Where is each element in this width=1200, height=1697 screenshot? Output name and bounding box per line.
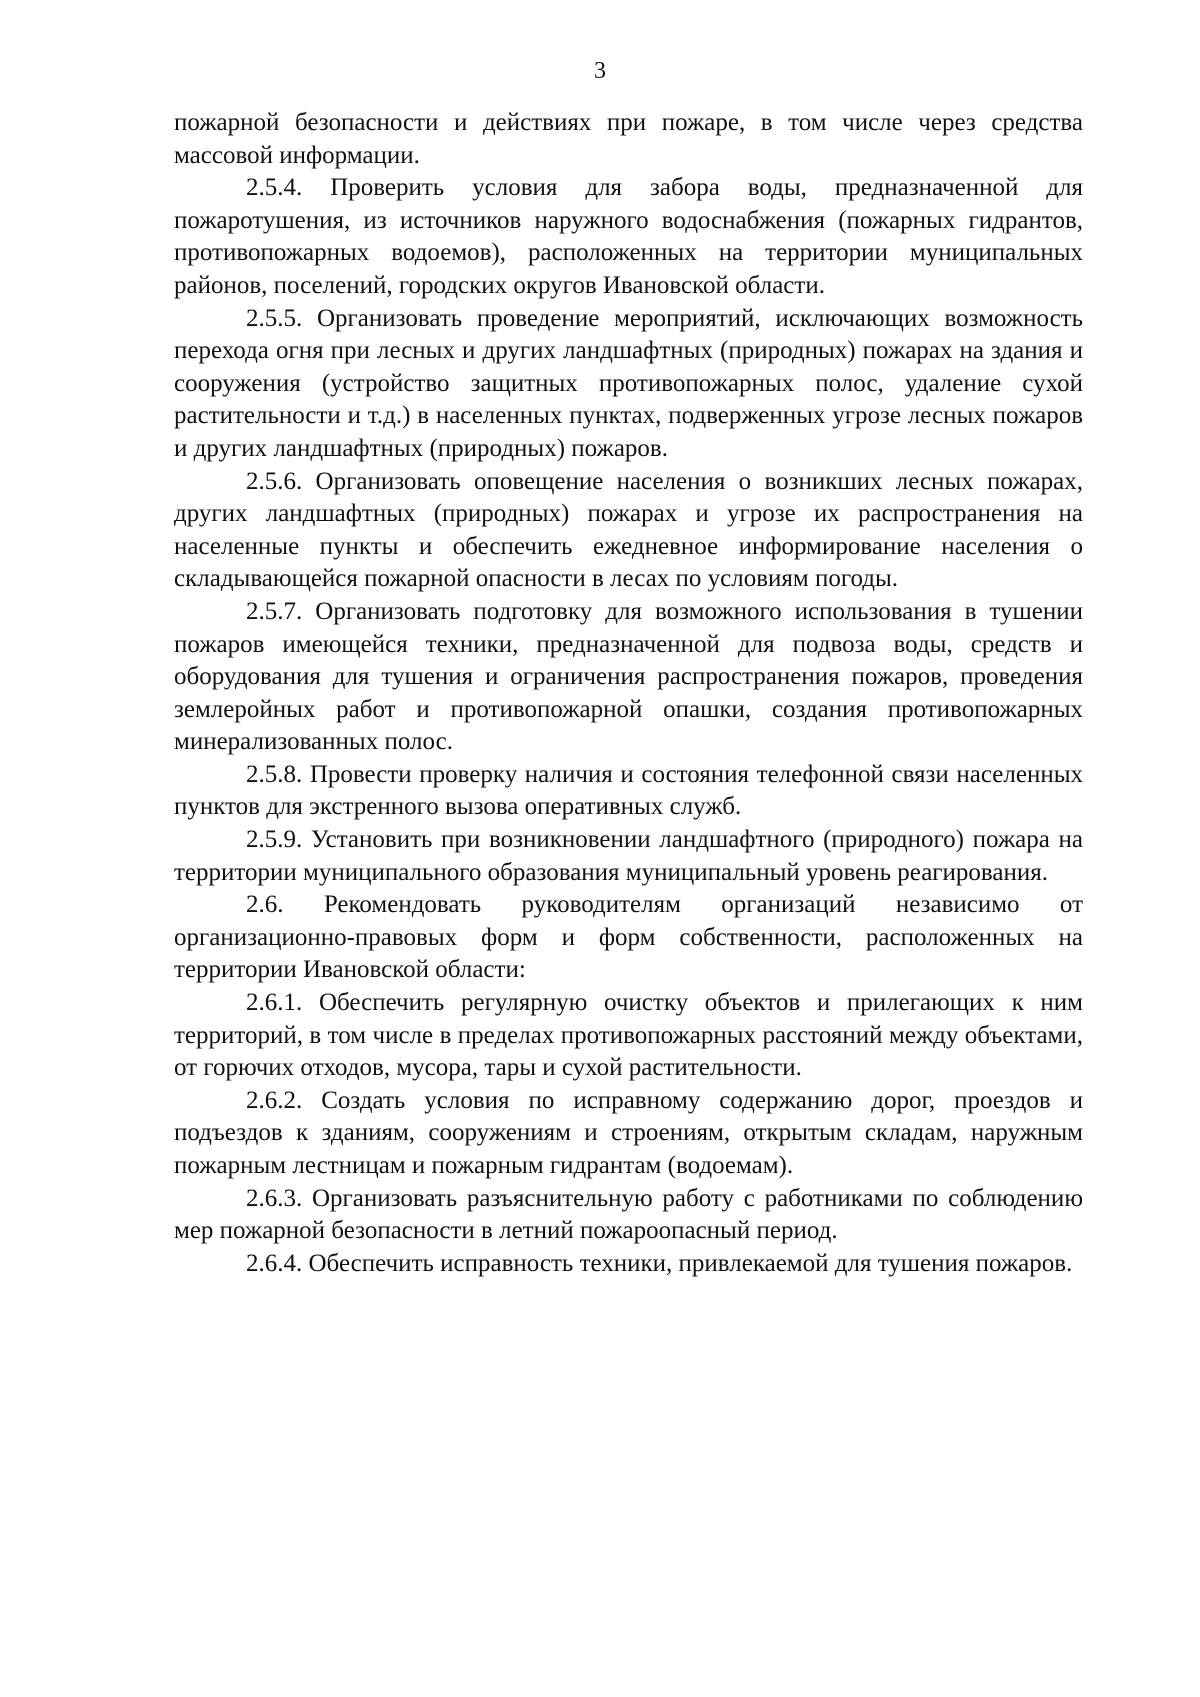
paragraph-2-6: 2.6. Рекомендовать руководителям организаций независимо от организационно-правовых форм и форм собственности, расположенных на территории Ивановской области: <box>174 891 1083 984</box>
paragraph-2-5-5: 2.5.5. Организовать проведение мероприятий, исключающих возможность перехода огня при лесных и других ландшафтных (природных) пожарах на здания и сооружения (устройство защитных противопожарных полос, удаление сухой растительности и т.д.) в населенных пунктах, подверженных угрозе лесных пожаров и других ландшафтных (природных) пожаров. <box>174 304 1083 462</box>
paragraph-2-5-9: 2.5.9. Установить при возникновении ландшафтного (природного) пожара на территории муниципального образования муниципальный уровень реагирования. <box>174 826 1083 886</box>
paragraph-2-5-4: 2.5.4. Проверить условия для забора воды, предназначенной для пожаротушения, из источников наружного водоснабжения (пожарных гидрантов, противопожарных водоемов), расположенных на территории муниципальных районов, поселений, городских округов Ивановской области. <box>174 174 1083 299</box>
paragraph-2-6-3: 2.6.3. Организовать разъяснительную работу с работниками по соблюдению мер пожарной безопасности в летний пожароопасный период. <box>174 1184 1083 1245</box>
paragraph-2-6-4: 2.6.4. Обеспечить исправность техники, привлекаемой для тушения пожаров. <box>246 1249 1073 1277</box>
paragraph-2-6-1: 2.6.1. Обеспечить регулярную очистку объектов и прилегающих к ним территорий, в том числе в пределах противопожарных расстояний между объектами, от горючих отходов, мусора, тары и сухой растительности. <box>174 989 1083 1082</box>
paragraph-2-5-8: 2.5.8. Провести проверку наличия и состояния телефонной связи населенных пунктов для экстренного вызова оперативных служб. <box>174 760 1083 821</box>
paragraph-2-6-2: 2.6.2. Создать условия по исправному содержанию дорог, проездов и подъездов к зданиям, сооружениям и строениям, открытым складам, наружным пожарным лестницам и пожарным гидрантам (водоемам). <box>174 1086 1083 1179</box>
page-number: 3 <box>594 58 606 84</box>
document-body <box>174 107 1083 1280</box>
paragraph-2-5-6: 2.5.6. Организовать оповещение населения о возникших лесных пожарах, других ландшафтных (природных) пожарах и угрозе их распространения на населенные пункты и обеспечить ежедневное информирование населения о складывающейся пожарной опасности в лесах по условиям погоды. <box>174 467 1083 593</box>
paragraph-continuation: пожарной безопасности и действиях при пожаре, в том числе через средства массовой информации. <box>174 109 1083 169</box>
paragraph-2-5-7: 2.5.7. Организовать подготовку для возможного использования в тушении пожаров имеющейся техники, предназначенной для подвоза воды, средств и оборудования для тушения и ограничения распространения пожаров, проведения землеройных работ и противопожарной опашки, создания противопожарных минерализованных полос. <box>174 597 1083 756</box>
